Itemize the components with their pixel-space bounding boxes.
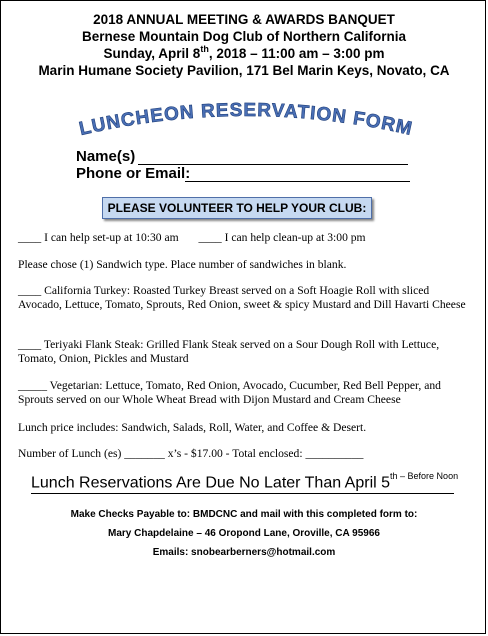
event-date-time: , 2018 – 11:00 am – 3:00 pm: [208, 46, 385, 61]
form-title: [77, 100, 414, 140]
phone-email-input-line[interactable]: [185, 181, 410, 182]
vegetarian-option[interactable]: _____ Vegetarian: Lettuce, Tomato, Red Onion, Avocado, Cucumber, Red Bell Pepper, and Sprouts served on our Whole Wheat Bread with Dijon Mustard and Cream Cheese: [18, 379, 441, 406]
volunteer-options: [18, 231, 468, 245]
name-label: Name(s): [76, 148, 136, 165]
turkey-option[interactable]: ____ California Turkey: Roasted Turkey Breast served on a Soft Hoagie Roll with sliced Avocado, Lettuce, Tomato, Sprouts, Red Onion, sweet & spicy Mustard and Dill Havarti Cheese: [18, 284, 466, 311]
mailing-address: Mary Chapdelaine – 46 Oropond Lane, Oroville, CA 95966: [108, 528, 380, 539]
form-title-wordart: [61, 93, 431, 153]
form-title-text: LUNCHEON RESERVATION FORM: [77, 99, 415, 141]
club-name: Bernese Mountain Dog Club of Northern California: [81, 29, 406, 44]
cleanup-option[interactable]: ____ I can help clean-up at 3:00 pm: [198, 231, 366, 244]
price-includes: Lunch price includes: Sandwich, Salads, Roll, Water, and Coffee & Desert.: [18, 421, 367, 434]
setup-option[interactable]: ____ I can help set-up at 10:30 am: [18, 231, 179, 244]
deadline-main: Lunch Reservations Are Due No Later Than April 5: [31, 474, 391, 492]
number-of-lunches-line[interactable]: Number of Lunch (es) _______ x’s - $17.00 - Total enclosed: __________: [18, 447, 364, 460]
deadline-underline: [31, 493, 454, 494]
phone-email-label: Phone or Email:: [76, 165, 191, 182]
event-location: Marin Humane Society Pavilion, 171 Bel Marin Keys, Novato, CA: [38, 63, 450, 78]
volunteer-banner: PLEASE VOLUNTEER TO HELP YOUR CLUB:: [102, 197, 372, 219]
contact-email[interactable]: Emails: snobearberners@hotmail.com: [152, 547, 336, 558]
deadline-notice: [31, 473, 458, 492]
payment-instructions: Make Checks Payable to: BMDCNC and mail with this completed form to:: [70, 509, 418, 520]
event-date-main: Sunday, April 8: [103, 46, 201, 61]
event-date: [1, 43, 487, 61]
steak-option[interactable]: ____ Teriyaki Flank Steak: Grilled Flank Steak served on a Sour Dough Roll with Lettuce, Tomato, Onion, Pickles and Mustard: [18, 338, 440, 365]
deadline-suffix: th – Before Noon: [390, 471, 459, 481]
event-title: 2018 ANNUAL MEETING & AWARDS BANQUET: [93, 12, 395, 27]
event-date-suffix: th: [200, 43, 209, 54]
sandwich-instruction: Please chose (1) Sandwich type. Place number of sandwiches in blank.: [18, 258, 347, 271]
